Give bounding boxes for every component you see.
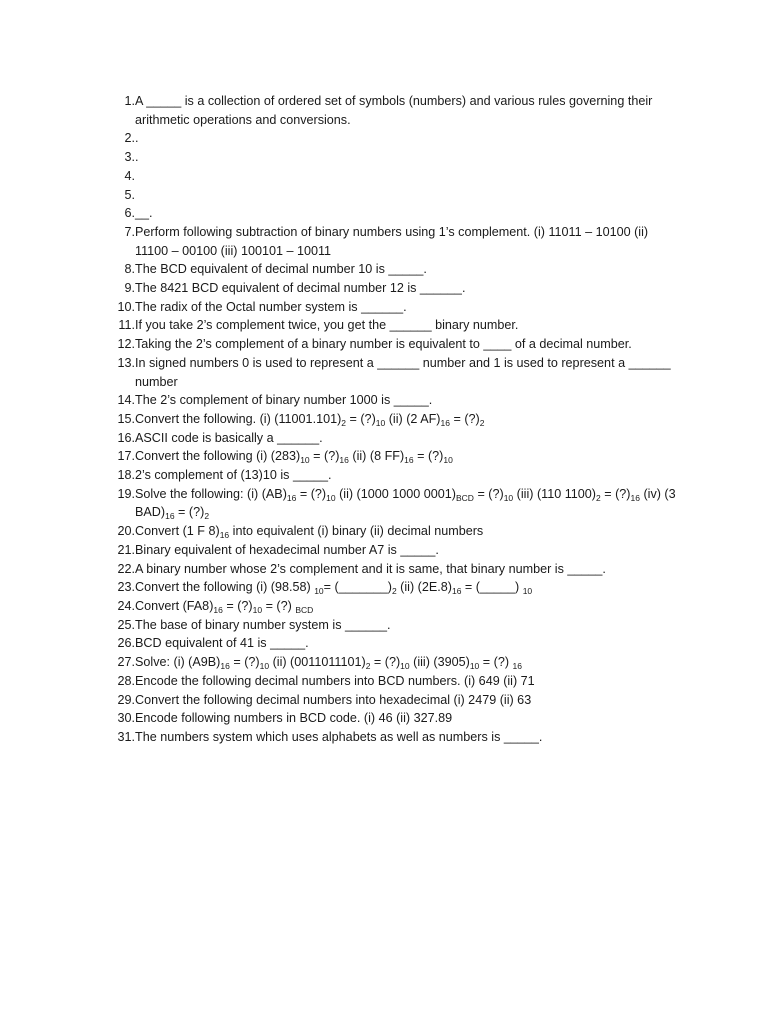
subscript-text: 10 bbox=[259, 661, 270, 672]
question-text-segment: A binary number whose 2’s complement and it is same, that binary number is _____. bbox=[135, 561, 606, 576]
question-text-segment: . bbox=[135, 150, 139, 165]
question-text bbox=[135, 429, 683, 448]
question-text-segment: The BCD equivalent of decimal number 10 is _____. bbox=[135, 262, 427, 277]
question-item bbox=[108, 148, 683, 167]
question-item bbox=[108, 597, 683, 616]
subscript-text: 10 bbox=[522, 586, 533, 597]
question-item bbox=[108, 279, 683, 298]
subscript-text: 2 bbox=[204, 511, 210, 522]
question-text-segment: In signed numbers 0 is used to represent a ______ number and 1 is used to represent a ______ number bbox=[135, 355, 671, 389]
question-number: 3. bbox=[124, 150, 135, 165]
question-text-segment: ASCII code is basically a ______. bbox=[135, 430, 323, 445]
question-text bbox=[135, 728, 683, 747]
question-text-segment: = (_____) bbox=[461, 580, 523, 595]
question-text bbox=[135, 597, 683, 616]
question-item bbox=[108, 167, 683, 186]
question-number: 30. bbox=[117, 711, 135, 726]
question-number: 19. bbox=[117, 486, 135, 501]
question-number: 29. bbox=[117, 692, 135, 707]
question-text bbox=[135, 709, 683, 728]
question-item bbox=[108, 298, 683, 317]
subscript-text: 2 bbox=[596, 492, 601, 503]
question-item bbox=[108, 391, 683, 410]
question-text bbox=[135, 410, 683, 429]
question-text-segment: into equivalent (i) binary (ii) decimal numbers bbox=[229, 524, 484, 539]
question-number: 26. bbox=[117, 636, 135, 651]
question-text bbox=[135, 653, 683, 672]
question-text-segment: Taking the 2’s complement of a binary number is equivalent to ____ of a decimal number. bbox=[135, 337, 632, 352]
question-text-segment: The base of binary number system is ______. bbox=[135, 617, 391, 632]
question-text-segment: Convert the following (i) (98.58) bbox=[135, 580, 315, 595]
question-number: 9. bbox=[124, 281, 135, 296]
question-text-segment: . bbox=[135, 131, 139, 146]
question-text-segment: Solve the following: (i) (AB) bbox=[135, 486, 287, 501]
question-text-segment: Perform following subtraction of binary numbers using 1’s complement. (i) 11011 – 10100 (ii) 11100 – 00100 (iii) 100101 – 10011 bbox=[135, 224, 649, 258]
question-item bbox=[108, 354, 683, 391]
subscript-text: 10 bbox=[326, 492, 336, 503]
question-number: 20. bbox=[117, 524, 135, 539]
subscript-text: 16 bbox=[213, 604, 223, 615]
question-item bbox=[108, 560, 683, 579]
question-text bbox=[135, 148, 683, 167]
question-number: 24. bbox=[117, 598, 135, 613]
question-text-segment: = (?) bbox=[600, 486, 631, 501]
subscript-text: BCD bbox=[295, 604, 314, 615]
question-text bbox=[135, 223, 683, 260]
question-number: 6. bbox=[124, 206, 135, 221]
question-text-segment: (ii) (1000 1000 0001) bbox=[335, 486, 456, 501]
question-item bbox=[108, 578, 683, 597]
question-text bbox=[135, 279, 683, 298]
question-text bbox=[135, 560, 683, 579]
question-number: 12. bbox=[117, 337, 135, 352]
question-text-segment: = (?) bbox=[413, 449, 444, 464]
question-text bbox=[135, 634, 683, 653]
question-text-segment: = (?) bbox=[309, 449, 340, 464]
question-number: 4. bbox=[124, 168, 135, 183]
question-text-segment: = (_______) bbox=[323, 580, 392, 595]
subscript-text: 10 bbox=[375, 417, 386, 428]
question-number: 25. bbox=[117, 617, 135, 632]
subscript-text: 16 bbox=[630, 492, 640, 503]
question-number: 7. bbox=[124, 224, 135, 239]
question-text bbox=[135, 672, 683, 691]
question-text-segment: The numbers system which uses alphabets as well as numbers is _____. bbox=[135, 729, 543, 744]
question-number: 2. bbox=[124, 131, 135, 146]
question-item bbox=[108, 335, 683, 354]
question-text-segment: The 8421 BCD equivalent of decimal number 12 is ______. bbox=[135, 281, 466, 296]
question-text bbox=[135, 92, 683, 129]
question-text-segment: = (?) bbox=[479, 655, 513, 670]
question-text-segment: = (?) bbox=[473, 486, 504, 501]
question-text-segment: The radix of the Octal number system is ______. bbox=[135, 299, 407, 314]
question-item bbox=[108, 204, 683, 223]
question-text-segment: = (?) bbox=[174, 505, 205, 520]
question-text bbox=[135, 335, 683, 354]
question-text-segment: __. bbox=[135, 206, 153, 221]
question-text-segment: BCD equivalent of 41 is _____. bbox=[135, 636, 309, 651]
question-text bbox=[135, 129, 683, 148]
question-number: 28. bbox=[117, 673, 135, 688]
question-item bbox=[108, 672, 683, 691]
question-text bbox=[135, 616, 683, 635]
question-text-segment: (iv) (3 BAD) bbox=[135, 486, 676, 520]
question-text-segment: Convert (FA8) bbox=[135, 598, 214, 613]
question-item bbox=[108, 186, 683, 205]
question-text-segment: (ii) (2 AF) bbox=[385, 411, 441, 426]
subscript-text: 10 bbox=[400, 661, 410, 672]
question-text bbox=[135, 485, 683, 522]
question-text-segment: (ii) (8 FF) bbox=[348, 449, 405, 464]
question-item bbox=[108, 223, 683, 260]
question-text bbox=[135, 260, 683, 279]
subscript-text: 16 bbox=[165, 511, 175, 522]
question-text bbox=[135, 691, 683, 710]
question-number: 14. bbox=[117, 393, 135, 408]
subscript-text: 16 bbox=[440, 417, 450, 428]
question-text bbox=[135, 578, 683, 597]
question-number: 10. bbox=[117, 299, 135, 314]
subscript-text: 2 bbox=[341, 417, 347, 428]
subscript-text: 2 bbox=[479, 417, 485, 428]
question-item bbox=[108, 653, 683, 672]
question-text-segment: Convert the following. (i) (11001.101) bbox=[135, 411, 342, 426]
subscript-text: 10 bbox=[503, 492, 514, 503]
question-number: 22. bbox=[117, 561, 135, 576]
question-text bbox=[135, 204, 683, 223]
question-item bbox=[108, 634, 683, 653]
subscript-text: 10 bbox=[443, 455, 453, 466]
question-text-segment: = (?) bbox=[370, 655, 401, 670]
question-number: 23. bbox=[117, 580, 135, 595]
subscript-text: 10 bbox=[469, 661, 480, 672]
question-number: 17. bbox=[117, 449, 135, 464]
question-text bbox=[135, 354, 683, 391]
question-text bbox=[135, 466, 683, 485]
question-number: 1. bbox=[124, 94, 135, 108]
subscript-text: BCD bbox=[456, 492, 474, 503]
question-text-segment: (ii) (0011011101) bbox=[269, 655, 366, 670]
question-text-segment: (iii) (3905) bbox=[409, 655, 470, 670]
question-text bbox=[135, 391, 683, 410]
question-text-segment: Encode the following decimal numbers into BCD numbers. (i) 649 (ii) 71 bbox=[135, 673, 535, 688]
question-text-segment: Convert the following decimal numbers into hexadecimal (i) 2479 (ii) 63 bbox=[135, 692, 532, 707]
question-text-segment: Binary equivalent of hexadecimal number A7 is _____. bbox=[135, 542, 439, 557]
question-number: 16. bbox=[117, 430, 135, 445]
question-number: 15. bbox=[117, 411, 135, 426]
question-text-segment: (iii) (110 1100) bbox=[513, 486, 596, 501]
question-item bbox=[108, 616, 683, 635]
question-text bbox=[135, 522, 683, 541]
subscript-text: 16 bbox=[339, 455, 349, 466]
subscript-text: 10 bbox=[252, 604, 263, 615]
question-item bbox=[108, 92, 683, 129]
question-text-segment: Encode following numbers in BCD code. (i) 46 (ii) 327.89 bbox=[135, 711, 453, 726]
question-text-segment: If you take 2’s complement twice, you get the ______ binary number. bbox=[135, 318, 519, 333]
subscript-text: 16 bbox=[404, 455, 414, 466]
question-text-segment: Convert the following (i) (283) bbox=[135, 449, 301, 464]
question-item bbox=[108, 485, 683, 522]
question-text-segment: 2’s complement of (13)10 is _____. bbox=[135, 468, 332, 483]
question-item bbox=[108, 129, 683, 148]
subscript-text: 2 bbox=[391, 586, 397, 597]
subscript-text: 16 bbox=[286, 492, 297, 503]
question-number: 18. bbox=[117, 468, 135, 483]
question-number: 13. bbox=[117, 355, 135, 370]
question-number: 8. bbox=[124, 262, 135, 277]
question-item bbox=[108, 447, 683, 466]
subscript-text: 16 bbox=[220, 661, 230, 672]
subscript-text: 16 bbox=[451, 586, 462, 597]
question-item bbox=[108, 541, 683, 560]
subscript-text: 16 bbox=[512, 661, 523, 672]
question-item bbox=[108, 260, 683, 279]
question-text-segment: (ii) (2E.8) bbox=[396, 580, 452, 595]
question-number: 5. bbox=[124, 187, 135, 202]
question-item bbox=[108, 728, 683, 747]
subscript-text: 2 bbox=[365, 661, 371, 672]
question-text bbox=[135, 298, 683, 317]
subscript-text: 10 bbox=[300, 455, 310, 466]
question-text-segment: = (?) bbox=[262, 598, 296, 613]
question-text-segment: The 2’s complement of binary number 1000 is _____. bbox=[135, 393, 433, 408]
question-number: 21. bbox=[117, 542, 135, 557]
question-item bbox=[108, 522, 683, 541]
question-text bbox=[135, 541, 683, 560]
subscript-text: 16 bbox=[219, 530, 230, 541]
question-text-segment: = (?) bbox=[222, 598, 253, 613]
question-text-segment: A _____ is a collection of ordered set of symbols (numbers) and various rules governing their arithmetic operations and conversions. bbox=[135, 94, 653, 127]
question-text-segment: = (?) bbox=[296, 486, 327, 501]
question-list bbox=[108, 92, 683, 747]
question-number: 11. bbox=[118, 318, 135, 333]
question-text-segment: = (?) bbox=[229, 655, 260, 670]
question-text-segment: Solve: (i) (A9B) bbox=[135, 655, 221, 670]
question-text-segment: = (?) bbox=[449, 411, 480, 426]
question-text-segment: Convert (1 F 8) bbox=[135, 524, 220, 539]
subscript-text: 10 bbox=[314, 586, 324, 597]
question-number: 27. bbox=[117, 655, 135, 670]
question-item bbox=[108, 429, 683, 448]
question-item bbox=[108, 709, 683, 728]
question-number: 31. bbox=[117, 729, 135, 744]
question-item bbox=[108, 316, 683, 335]
question-text bbox=[135, 316, 683, 335]
question-item bbox=[108, 466, 683, 485]
question-text-segment: = (?) bbox=[346, 411, 376, 426]
question-text bbox=[135, 447, 683, 466]
question-item bbox=[108, 691, 683, 710]
question-item bbox=[108, 410, 683, 429]
